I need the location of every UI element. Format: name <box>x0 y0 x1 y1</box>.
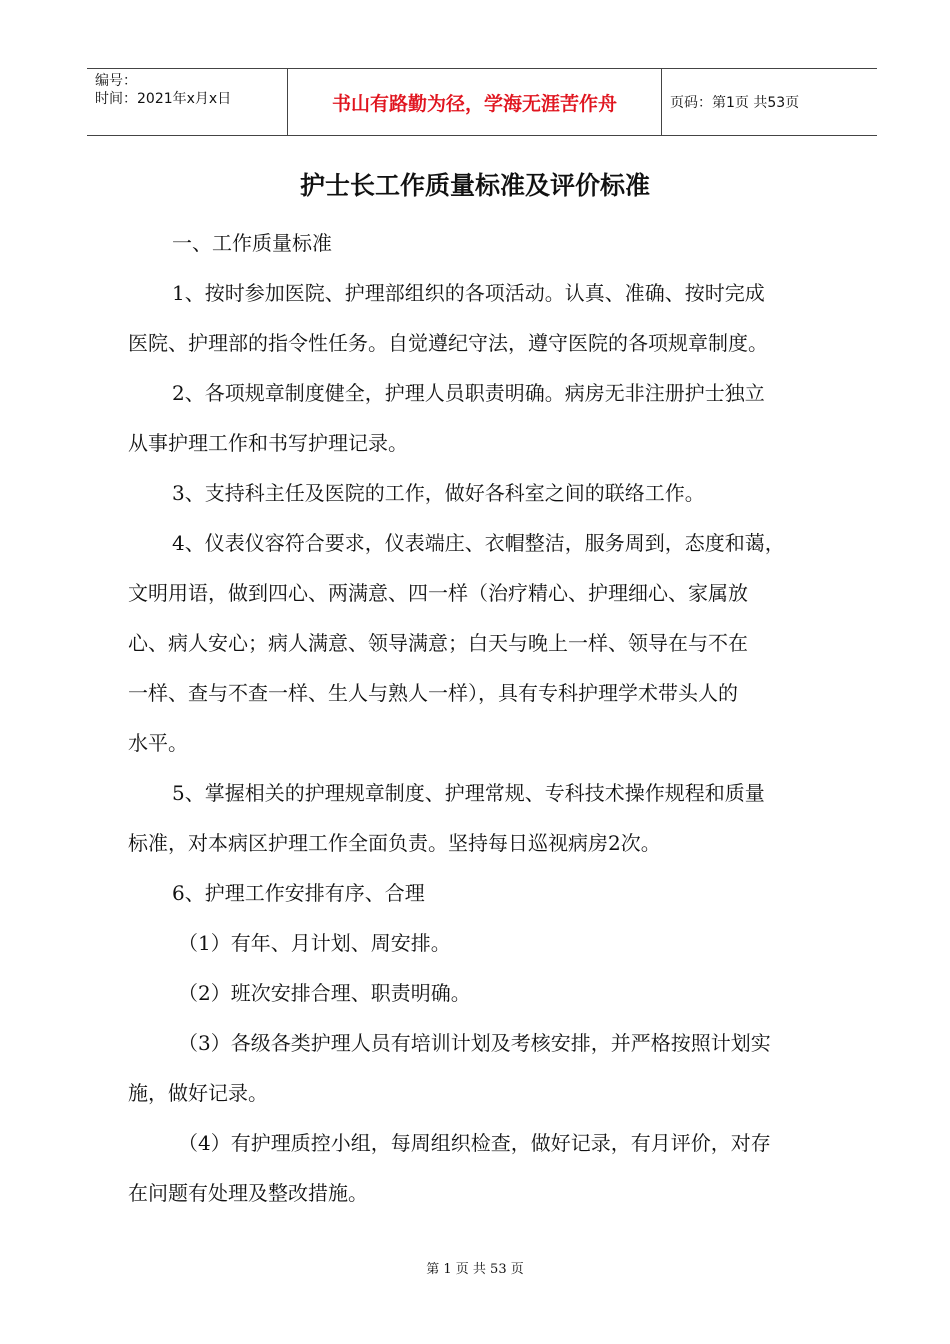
header-page-info: 页码：第1页 共53页 <box>670 95 800 111</box>
paragraph-line: （4）有护理质控小组，每周组织检查，做好记录，有月评价，对存 <box>178 1131 771 1155</box>
header-number-label: 编号： <box>95 73 137 89</box>
paragraph-line: （2）班次安排合理、职责明确。 <box>178 981 471 1005</box>
paragraph-line: 从事护理工作和书写护理记录。 <box>128 431 408 455</box>
page-footer: 第 1 页 共 53 页 <box>426 1262 524 1277</box>
paragraph-line: 2、各项规章制度健全，护理人员职责明确。病房无非注册护士独立 <box>172 381 765 405</box>
document-body <box>128 218 840 1218</box>
paragraph-line: 心、病人安心；病人满意、领导满意；白天与晚上一样、领导在与不在 <box>128 631 748 655</box>
paragraph-line: 5、掌握相关的护理规章制度、护理常规、专科技术操作规程和质量 <box>172 781 765 805</box>
paragraph-line: （1）有年、月计划、周安排。 <box>178 931 451 955</box>
document-header <box>87 68 877 136</box>
header-motto: 书山有路勤为径，学海无涯苦作舟 <box>288 69 662 135</box>
paragraph-line: 医院、护理部的指令性任务。自觉遵纪守法，遵守医院的各项规章制度。 <box>128 331 768 355</box>
paragraph-line: 施，做好记录。 <box>128 1081 268 1105</box>
paragraph-line: 4、仪表仪容符合要求，仪表端庄、衣帽整洁，服务周到，态度和蔼， <box>172 531 785 555</box>
paragraph-line: （3）各级各类护理人员有培训计划及考核安排，并严格按照计划实 <box>178 1031 771 1055</box>
paragraph-line: 在问题有处理及整改措施。 <box>128 1181 368 1205</box>
header-meta <box>87 69 288 135</box>
paragraph-line: 3、支持科主任及医院的工作，做好各科室之间的联络工作。 <box>172 481 705 505</box>
paragraph-line: 水平。 <box>128 731 188 755</box>
paragraph-line: 标准，对本病区护理工作全面负责。坚持每日巡视病房2次。 <box>128 831 661 855</box>
paragraph-line: 文明用语，做到四心、两满意、四一样（治疗精心、护理细心、家属放 <box>128 581 748 605</box>
header-time-label: 时间：2021年x月x日 <box>95 91 232 107</box>
paragraph-line: 6、护理工作安排有序、合理 <box>172 881 425 905</box>
paragraph-line: 一样、查与不查一样、生人与熟人一样），具有专科护理学术带头人的 <box>128 681 738 705</box>
paragraph-line: 1、按时参加医院、护理部组织的各项活动。认真、准确、按时完成 <box>172 281 765 305</box>
document-title: 护士长工作质量标准及评价标准 <box>299 171 650 200</box>
section-heading: 一、工作质量标准 <box>172 231 332 255</box>
